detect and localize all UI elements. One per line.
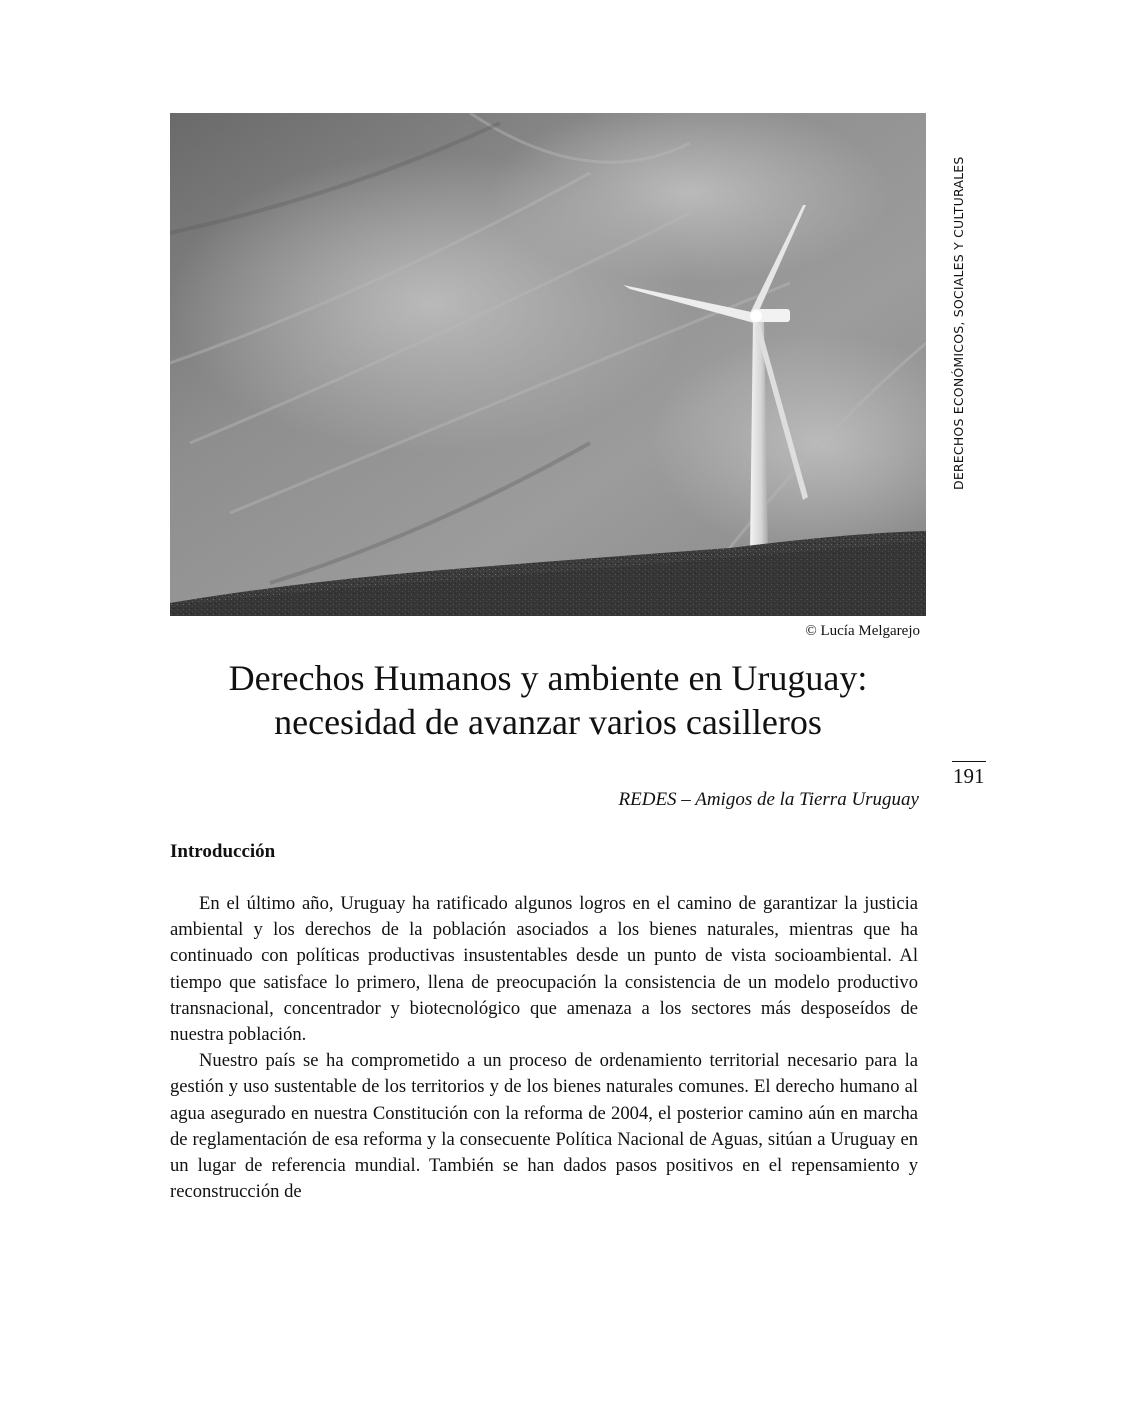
article-author: REDES – Amigos de la Tierra Uruguay xyxy=(618,789,919,810)
article-title-line-2: necesidad de avanzar varios casilleros xyxy=(274,702,822,742)
paragraph: Nuestro país se ha comprometido a un proceso de ordenamiento territorial necesario para la gestión y uso sustentable de los territorios y de los bienes naturales comunes. El derecho humano al agua asegurado en nuestra Constitución con la reforma de 2004, el posterior camino aún en marcha de reglamentación de esa reforma y la consecuente Política Nacional de Aguas, sitúan a Uruguay en un lugar de referencia mundial. También se han dados pasos positivos en el repensamiento y reconstrucción de xyxy=(170,1050,918,1203)
photo-credit: © Lucía Melgarejo xyxy=(805,623,920,639)
wind-turbine-illustration xyxy=(170,113,926,616)
article-title xyxy=(150,656,946,744)
wind-turbine-photo xyxy=(170,113,926,616)
page-number: 191 xyxy=(953,764,985,788)
running-head-vertical: DERECHOS ECONÓMICOS, SOCIALES Y CULTURALES xyxy=(951,156,966,490)
body-text xyxy=(170,891,918,1205)
section-heading: Introducción xyxy=(170,841,276,862)
paragraph: En el último año, Uruguay ha ratificado algunos logros en el camino de garantizar la justicia ambiental y los derechos de la población asociados a los bienes naturales, mientras que ha continuado con políticas productivas insustentables desde un punto de vista socioambiental. Al tiempo que satisface lo primero, llena de preocupación la consistencia de un modelo productivo transnacional, concentrador y biotecnológico que amenaza a los sectores más desposeídos de nuestra población. xyxy=(170,893,918,1046)
article-title-line-1: Derechos Humanos y ambiente en Uruguay: xyxy=(228,658,868,698)
